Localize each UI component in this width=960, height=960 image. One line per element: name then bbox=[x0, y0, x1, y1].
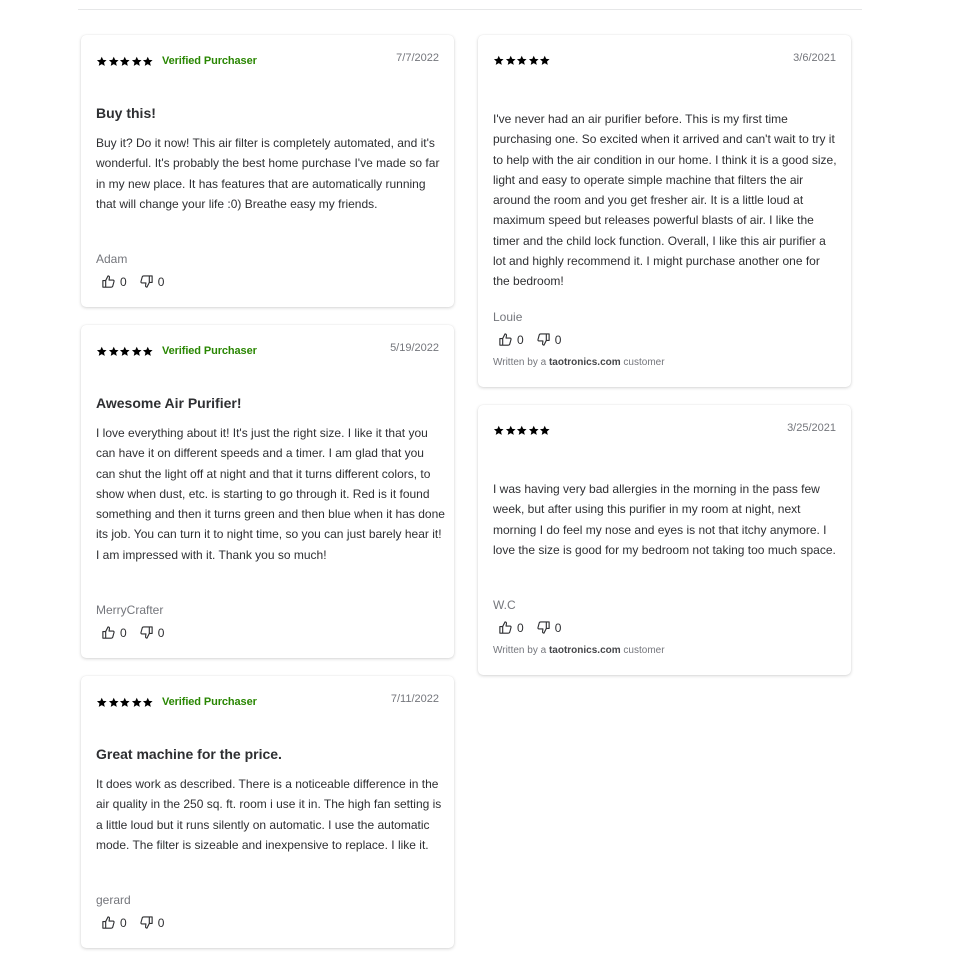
star-icon bbox=[142, 346, 154, 357]
syndication-prefix: Written by a bbox=[493, 357, 547, 368]
unhelpful-count: 0 bbox=[157, 915, 165, 930]
review-author: gerard bbox=[96, 893, 131, 907]
thumbs-up-icon bbox=[101, 274, 116, 289]
star-rating bbox=[96, 56, 154, 67]
star-icon bbox=[142, 697, 154, 708]
unhelpful-vote-button[interactable] bbox=[536, 620, 562, 635]
helpful-vote-button[interactable] bbox=[498, 332, 524, 347]
helpful-count: 0 bbox=[517, 620, 524, 635]
review-card bbox=[81, 325, 454, 658]
review-card bbox=[478, 405, 851, 675]
star-icon bbox=[516, 425, 528, 436]
syndication-note bbox=[493, 357, 665, 368]
unhelpful-vote-button[interactable] bbox=[139, 915, 165, 930]
star-icon bbox=[108, 697, 120, 708]
top-divider bbox=[78, 9, 862, 10]
star-rating bbox=[493, 55, 551, 66]
review-card bbox=[81, 676, 454, 948]
thumbs-up-icon bbox=[498, 620, 513, 635]
rating-row bbox=[96, 345, 257, 357]
review-author: Adam bbox=[96, 252, 128, 266]
unhelpful-count: 0 bbox=[157, 625, 165, 640]
helpful-count: 0 bbox=[120, 625, 127, 640]
rating-row bbox=[493, 425, 551, 436]
review-body: It does work as described. There is a noticeable difference in the air quality in the 250 sq. ft. room i use it in. The high fan setting is a little loud but it runs silently on automatic. I use the automatic mode. The filter is sizeable and inexpensive to replace. I like it. bbox=[96, 777, 442, 852]
syndication-source-link[interactable]: taotronics.com bbox=[548, 357, 621, 368]
thumbs-up-icon bbox=[101, 915, 116, 930]
unhelpful-count: 0 bbox=[157, 274, 165, 289]
star-icon bbox=[505, 425, 517, 436]
thumbs-down-icon bbox=[139, 915, 154, 930]
helpful-vote-button[interactable] bbox=[101, 915, 127, 930]
unhelpful-vote-button[interactable] bbox=[536, 332, 562, 347]
rating-row bbox=[96, 696, 257, 708]
review-card bbox=[81, 35, 454, 307]
star-icon bbox=[96, 56, 108, 67]
review-body: Buy it? Do it now! This air filter is completely automated, and it's wonderful. It's probably the best home purchase I've made so far in my new place. It has features that are automatically running that will change your life :0) Breathe easy my friends. bbox=[96, 136, 440, 211]
star-icon bbox=[493, 55, 505, 66]
review-card bbox=[478, 35, 851, 387]
star-rating bbox=[96, 697, 154, 708]
star-icon bbox=[528, 425, 540, 436]
review-title: Buy this! bbox=[96, 105, 156, 121]
star-icon bbox=[108, 346, 120, 357]
star-rating bbox=[96, 346, 154, 357]
thumbs-down-icon bbox=[536, 332, 551, 347]
rating-row bbox=[493, 55, 551, 66]
syndication-prefix: Written by a bbox=[493, 645, 547, 656]
thumbs-up-icon bbox=[101, 625, 116, 640]
syndication-suffix: customer bbox=[623, 645, 665, 656]
star-icon bbox=[131, 346, 143, 357]
star-icon bbox=[96, 697, 108, 708]
helpful-vote-button[interactable] bbox=[101, 625, 127, 640]
helpful-count: 0 bbox=[517, 332, 524, 347]
star-icon bbox=[539, 425, 551, 436]
review-title: Great machine for the price. bbox=[96, 746, 282, 762]
review-author: Louie bbox=[493, 310, 523, 324]
review-date: 5/19/2022 bbox=[390, 342, 439, 354]
vote-row bbox=[498, 332, 573, 347]
syndication-suffix: customer bbox=[623, 357, 665, 368]
helpful-vote-button[interactable] bbox=[101, 274, 127, 289]
syndication-note bbox=[493, 645, 665, 656]
unhelpful-count: 0 bbox=[554, 332, 562, 347]
star-icon bbox=[142, 56, 154, 67]
vote-row bbox=[101, 915, 176, 930]
star-icon bbox=[119, 697, 131, 708]
verified-purchaser-badge: Verified Purchaser bbox=[161, 696, 257, 708]
syndication-source-link[interactable]: taotronics.com bbox=[548, 645, 621, 656]
star-icon bbox=[119, 56, 131, 67]
star-icon bbox=[96, 346, 108, 357]
star-icon bbox=[539, 55, 551, 66]
vote-row bbox=[101, 274, 176, 289]
vote-row bbox=[498, 620, 573, 635]
unhelpful-count: 0 bbox=[554, 620, 562, 635]
review-date: 7/7/2022 bbox=[396, 52, 439, 64]
review-body: I love everything about it! It's just the right size. I like it that you can have it on different speeds and a timer. I am glad that you can shut the light off at night and that it turns different colors, to show when dust, etc. is starting to go through it. Red is it found something and then it turns green and then blue when it has done its job. You can turn it to night time, so you can just barely hear it! I am impressed with it. Thank you so much! bbox=[96, 426, 445, 562]
star-icon bbox=[493, 425, 505, 436]
verified-purchaser-badge: Verified Purchaser bbox=[161, 345, 257, 357]
review-body: I've never had an air purifier before. This is my first time purchasing one. So excited when it arrived and can't wait to try it to help with the air condition in our home. I think it is a good size, light and easy to operate simple machine that filters the air around the room and you get fresher air. It is a little loud at maximum speed but releases powerful blasts of air. I like the timer and the child lock function. Overall, I like this air purifier a lot and highly recommend it. I might purchase another one for the bedroom! bbox=[493, 112, 837, 289]
rating-row bbox=[96, 55, 257, 67]
helpful-count: 0 bbox=[120, 915, 127, 930]
star-icon bbox=[505, 55, 517, 66]
helpful-count: 0 bbox=[120, 274, 127, 289]
review-date: 3/6/2021 bbox=[793, 52, 836, 64]
review-date: 7/11/2022 bbox=[390, 693, 439, 705]
star-icon bbox=[108, 56, 120, 67]
star-rating bbox=[493, 425, 551, 436]
review-date: 3/25/2021 bbox=[787, 422, 836, 434]
review-author: W.C bbox=[493, 598, 516, 612]
review-body: I was having very bad allergies in the morning in the pass few week, but after using this purifier in my room at night, next morning I do feel my nose and eyes is not that itchy anymore. I love the size is good for my bedroom not taking too much space. bbox=[493, 482, 836, 557]
star-icon bbox=[131, 697, 143, 708]
thumbs-down-icon bbox=[139, 274, 154, 289]
star-icon bbox=[131, 56, 143, 67]
vote-row bbox=[101, 625, 176, 640]
review-author: MerryCrafter bbox=[96, 603, 164, 617]
star-icon bbox=[119, 346, 131, 357]
helpful-vote-button[interactable] bbox=[498, 620, 524, 635]
unhelpful-vote-button[interactable] bbox=[139, 625, 165, 640]
review-title: Awesome Air Purifier! bbox=[96, 395, 242, 411]
thumbs-down-icon bbox=[139, 625, 154, 640]
verified-purchaser-badge: Verified Purchaser bbox=[161, 55, 257, 67]
thumbs-up-icon bbox=[498, 332, 513, 347]
unhelpful-vote-button[interactable] bbox=[139, 274, 165, 289]
thumbs-down-icon bbox=[536, 620, 551, 635]
star-icon bbox=[516, 55, 528, 66]
star-icon bbox=[528, 55, 540, 66]
